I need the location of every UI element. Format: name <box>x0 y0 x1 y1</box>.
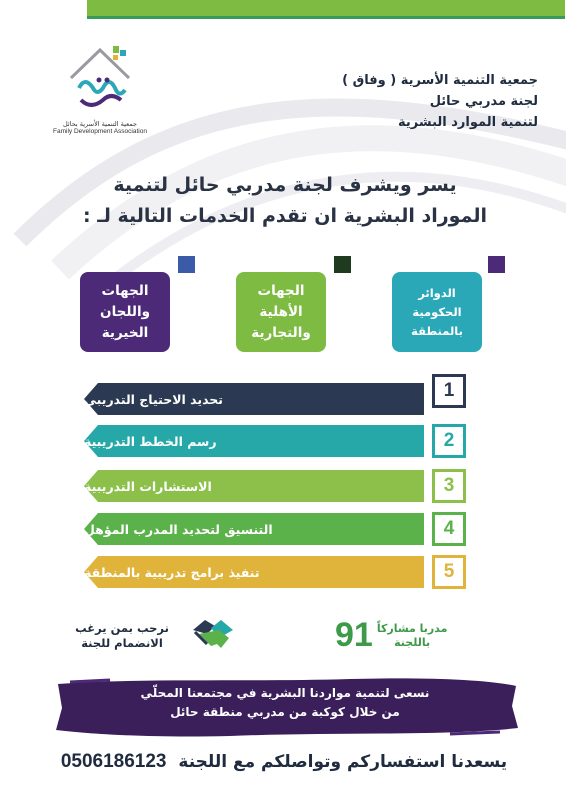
logo-subtitle-en: Family Development Association <box>53 128 147 135</box>
target-card-line: الجهات <box>101 282 149 299</box>
service-label: الاستشارات التدريبية <box>84 478 212 494</box>
service-number: 3 <box>432 469 466 503</box>
top-accent-bar <box>87 0 565 16</box>
org-line-2: لجنة مدربي حائل <box>429 94 538 109</box>
trainers-label-line-2: باللجنة <box>394 635 431 649</box>
target-card-line: الدوائر <box>418 285 456 300</box>
service-label: تنفيذ برامج تدريبية بالمنطقة <box>84 564 260 580</box>
service-row <box>84 470 424 502</box>
handshake-icon <box>191 616 235 652</box>
trainers-label <box>377 622 448 650</box>
service-label: رسم الخطط التدريبية <box>84 433 217 449</box>
service-row <box>84 556 424 588</box>
org-line-1: جمعية التنمية الأسرية ( وفاق ) <box>342 73 538 88</box>
target-card-government <box>392 272 482 352</box>
service-number: 5 <box>432 555 466 589</box>
target-card-line: الأهلية <box>259 303 303 320</box>
association-logo <box>40 40 160 150</box>
service-row <box>84 425 424 457</box>
target-card-line: الخيرية <box>101 324 149 341</box>
target-card-line: الحكومية <box>412 304 462 319</box>
org-line-3: لتنمية الموارد البشرية <box>398 115 538 130</box>
trainers-count <box>335 616 447 655</box>
service-label: التنسيق لتحديد المدرب المؤهل <box>84 521 273 537</box>
target-card-private <box>236 272 326 352</box>
service-number: 1 <box>432 374 466 408</box>
service-number: 2 <box>432 424 466 458</box>
card-accent-square <box>488 256 505 273</box>
top-accent-line <box>87 16 565 19</box>
service-number: 4 <box>432 512 466 546</box>
card-accent-square <box>334 256 351 273</box>
target-card-charity <box>80 272 170 352</box>
logo-mark-icon <box>61 40 139 118</box>
headline-line-2: الموراد البشرية ان تقدم الخدمات التالية لـ : <box>83 205 487 227</box>
mission-statement <box>70 684 500 722</box>
service-row <box>84 383 424 415</box>
logo-subtitle-ar: جمعية التنمية الأسرية بحائل <box>62 120 138 128</box>
target-card-line: والتجارية <box>251 324 311 341</box>
trainers-label-line-1: مدربا مشاركاً <box>376 621 448 635</box>
join-invitation <box>62 621 182 651</box>
mission-line-2: من خلال كوكبة من مدربي منطقة حائل <box>170 705 400 719</box>
join-line-1: نرحب بمن يرغب <box>75 621 169 635</box>
headline <box>30 170 540 232</box>
target-card-line: الجهات <box>257 282 305 299</box>
organization-block <box>278 70 538 133</box>
headline-line-1: يسر ويشرف لجنة مدربي حائل لتنمية <box>113 174 457 196</box>
trainers-number: 91 <box>335 616 373 654</box>
contact-message: يسعدنا استفساركم وتواصلكم مع اللجنة <box>178 752 508 772</box>
target-card-line: واللجان <box>100 303 150 320</box>
mission-line-1: نسعى لتنمية مواردنا البشرية في مجتمعنا المحلّي <box>140 686 430 700</box>
card-accent-square <box>178 256 195 273</box>
service-row <box>84 513 424 545</box>
contact-line <box>20 751 548 773</box>
service-label: تحديد الاحتياج التدريبي <box>84 391 223 407</box>
phone-number[interactable]: 0506186123 <box>60 751 167 772</box>
join-line-2: الانضمام للجنة <box>81 636 163 650</box>
target-card-line: بالمنطقة <box>411 323 463 338</box>
